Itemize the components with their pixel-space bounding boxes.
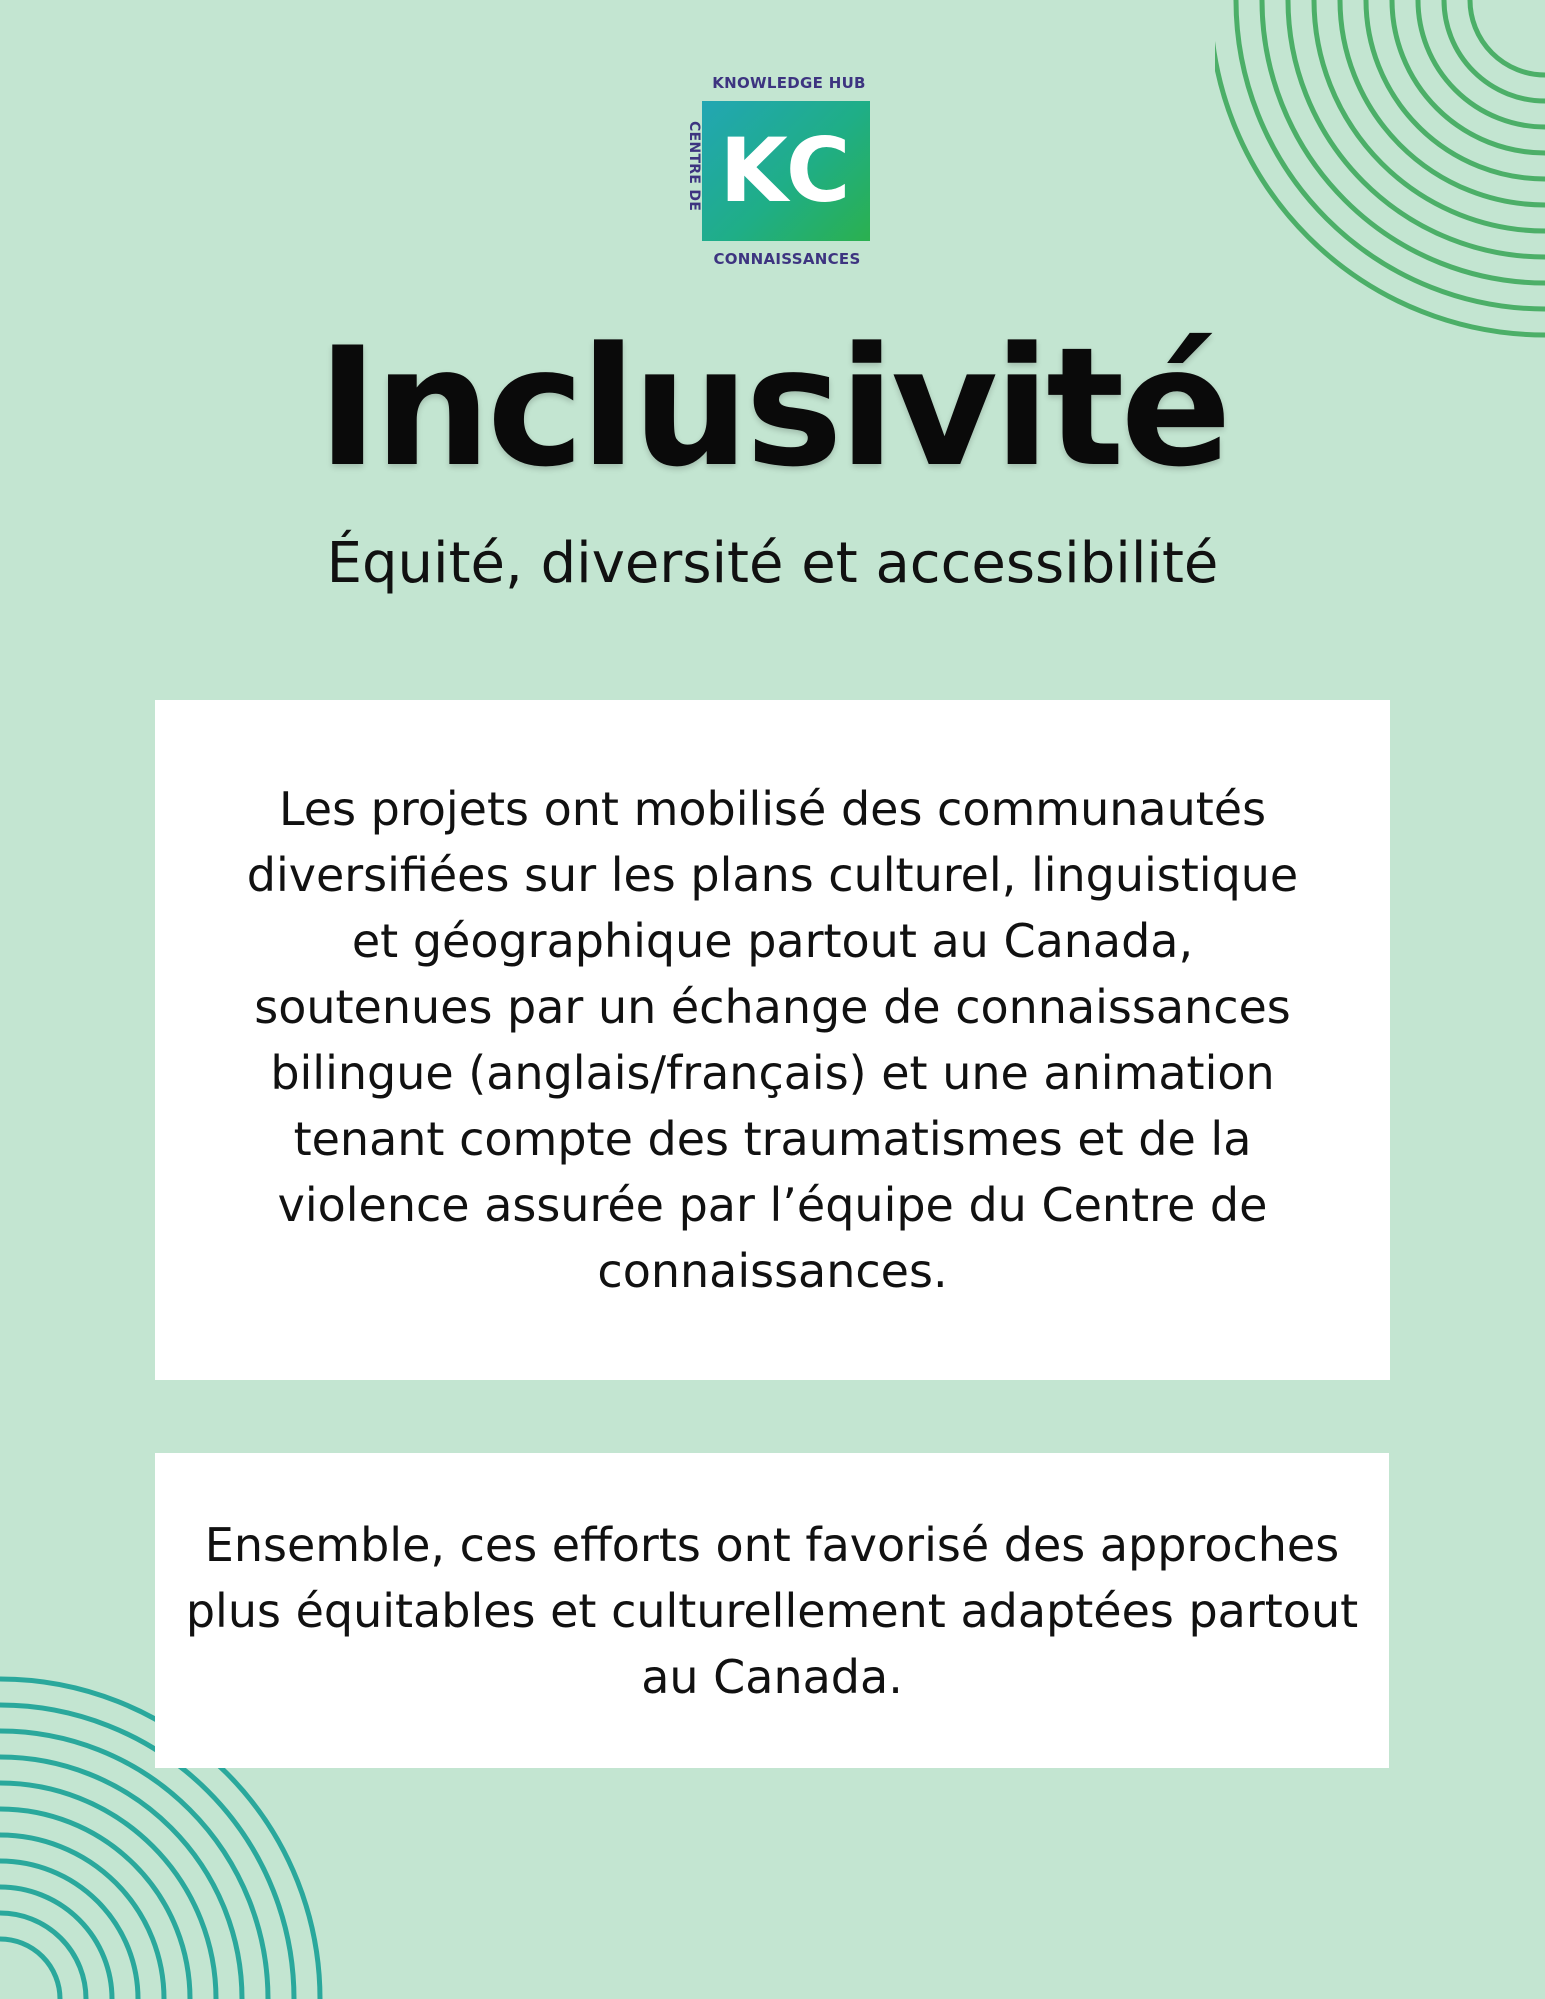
knowledge-hub-logo bbox=[672, 74, 872, 274]
info-card-text: Ensemble, ces efforts ont favorisé des approches plus équitables et culturellement adaptées partout au Canada. bbox=[185, 1517, 1359, 1704]
info-card-text: Les projets ont mobilisé des communautés diversifiées sur les plans culturel, linguistique et géographique partout au Canada, soutenues par un échange de connaissances bilingue (anglais/français) et une animation tenant compte des traumatismes et de la violence assurée par l’équipe du Centre de connaissances. bbox=[246, 782, 1299, 1298]
logo-letters: KC bbox=[719, 119, 853, 222]
page-subtitle: Équité, diversité et accessibilité bbox=[326, 531, 1219, 596]
page-title: Inclusivité bbox=[317, 312, 1228, 503]
logo-square bbox=[702, 101, 870, 241]
info-card-projects bbox=[155, 700, 1390, 1380]
concentric-rings-top-right-icon bbox=[1215, 0, 1545, 350]
logo-top-text: KNOWLEDGE HUB bbox=[712, 74, 866, 92]
logo-side-text: CENTRE DE bbox=[686, 120, 702, 212]
info-card-summary bbox=[155, 1453, 1389, 1768]
logo-bottom-text: CONNAISSANCES bbox=[713, 250, 861, 268]
